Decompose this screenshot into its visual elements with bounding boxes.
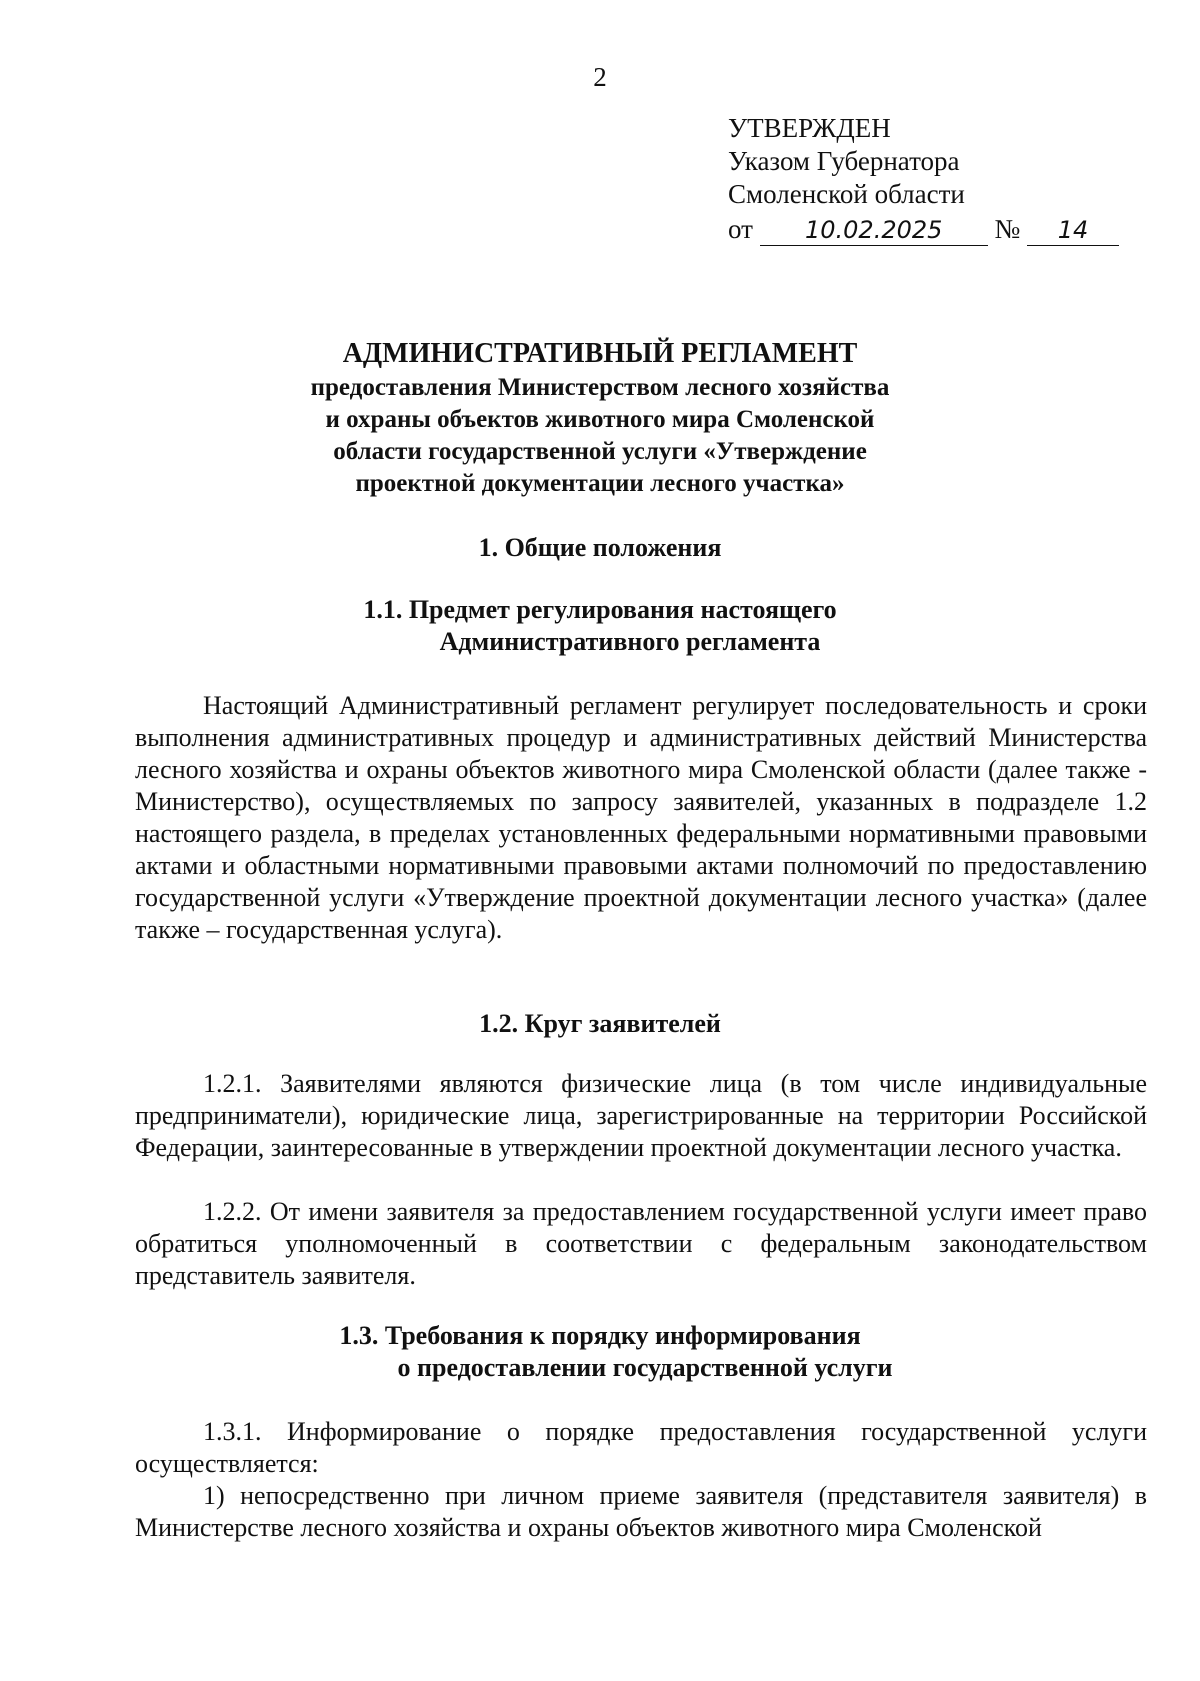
approval-line-approved: УТВЕРЖДЕН <box>728 113 891 143</box>
approval-line-region: Смоленской области <box>728 179 965 209</box>
title-line-2: и охраны объектов животного мира Смоленской <box>325 406 875 433</box>
title-line-1: предоставления Министерством лесного хозяйства <box>310 374 890 401</box>
page-number: 2 <box>593 62 607 92</box>
title-line-3: области государственной услуги «Утверждение <box>333 438 867 465</box>
handwritten-number: 14 <box>1027 215 1119 246</box>
section-1-2-heading: 1.2. Круг заявителей <box>479 1009 721 1038</box>
handwritten-date: 10.02.2025 <box>760 215 988 246</box>
section-1-1-paragraph: Настоящий Административный регламент регулирует последовательность и сроки выполнения административных процедур и административных действий Министерства лесного хозяйства и охраны объектов животного мира Смоленской области (далее также - Министерство), осуществляемых по запросу заявителей, указанных в подразделе 1.2 настоящего раздела, в пределах установленных федеральными нормативными правовыми актами и областными нормативными правовыми актами полномочий по предоставлению государственной услуги «Утверждение проектной документации лесного участка» (далее также – государственная услуга). <box>135 691 1147 944</box>
section-1-3-heading-line-1: 1.3. Требования к порядку информирования <box>339 1321 861 1350</box>
section-1-3-heading-line-2: о предоставлении государственной услуги <box>397 1353 893 1382</box>
section-1-1-heading-line-2: Административного регламента <box>439 627 821 656</box>
approval-date-line <box>728 213 1119 246</box>
section-1-1-heading <box>0 594 1200 658</box>
section-1-2-paragraph-1: 1.2.1. Заявителями являются физические лица (в том числе индивидуальные предприниматели), юридические лица, зарегистрированные на территории Российской Федерации, заинтересованные в утверждении проектной документации лесного участка. <box>135 1069 1147 1162</box>
title-line-4: проектной документации лесного участка» <box>355 470 845 497</box>
section-1-heading: 1. Общие положения <box>478 533 722 562</box>
document-title <box>0 336 1200 500</box>
title-main: АДМИНИСТРАТИВНЫЙ РЕГЛАМЕНТ <box>342 338 858 369</box>
section-1-2-paragraph-2: 1.2.2. От имени заявителя за предоставлением государственной услуги имеет право обратиться уполномоченный в соответствии с федеральным законодательством представитель заявителя. <box>135 1197 1147 1290</box>
section-1-1-heading-line-1: 1.1. Предмет регулирования настоящего <box>363 595 837 624</box>
section-1-3-paragraph-1: 1.3.1. Информирование о порядке предоставления государственной услуги осуществляется: <box>135 1417 1147 1478</box>
date-prefix: от <box>728 214 753 244</box>
section-1-3-paragraph-2: 1) непосредственно при личном приеме заявителя (представителя заявителя) в Министерстве лесного хозяйства и охраны объектов животного мира Смоленской <box>135 1481 1147 1542</box>
approval-line-decree: Указом Губернатора <box>728 146 960 176</box>
approval-stamp <box>728 112 1119 246</box>
section-1-3-heading <box>0 1320 1200 1384</box>
number-sign: № <box>994 214 1021 244</box>
